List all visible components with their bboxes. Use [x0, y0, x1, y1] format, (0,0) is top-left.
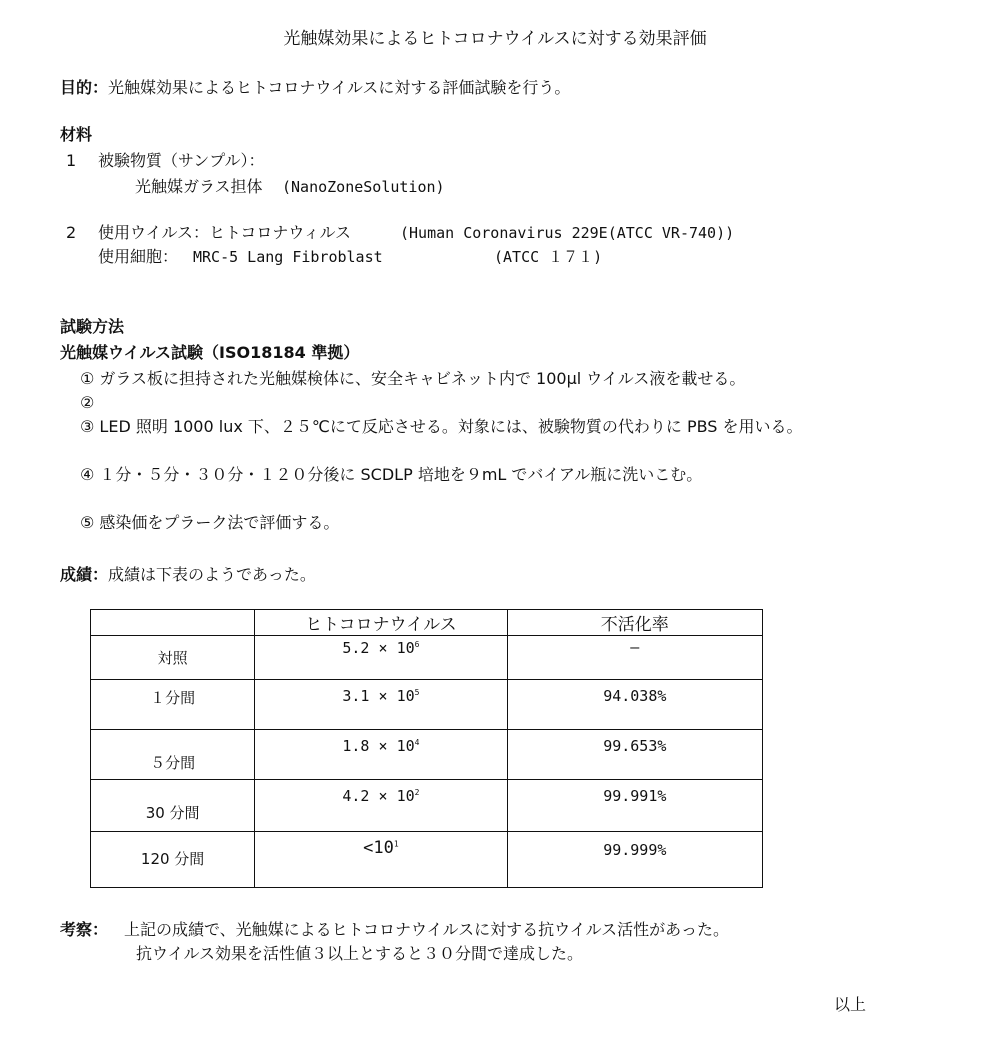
- titer-exponent: 4: [414, 738, 420, 747]
- method-step-3: ③ LED 照明 1000 lux 下、２５℃にて反応させる。対象には、被験物質の代わりに PBS を用いる。: [80, 417, 803, 436]
- method-subheading: 光触媒ウイルス試験（ISO18184 準拠）: [60, 343, 360, 362]
- inactivation-rate: 99.653%: [507, 730, 762, 780]
- table-header-inactivation: 不活化率: [507, 610, 762, 636]
- method-step-1: ① ガラス板に担持された光触媒検体に、安全キャビネット内で 100μl ウイルス液を載せる。: [80, 369, 746, 388]
- titer-exponent: 5: [414, 688, 420, 697]
- virus-titer: [255, 832, 507, 888]
- row-label: 30 分間: [91, 780, 255, 832]
- table-row: [91, 680, 763, 730]
- titer-base: 10: [396, 639, 415, 657]
- row-label: ５分間: [91, 730, 255, 780]
- virus-name-en: (Human Coronavirus 229E(ATCC VR-740)): [400, 224, 735, 242]
- inactivation-rate: 94.038%: [507, 680, 762, 730]
- virus-titer: [255, 680, 507, 730]
- table-row: [91, 636, 763, 680]
- titer-mantissa: 3.1 ×: [342, 687, 388, 705]
- method-step-4: ④ １分・５分・３０分・１２０分後に SCDLP 培地を９mL でバイアル瓶に洗いこむ。: [80, 465, 703, 484]
- results-label: 成績：: [60, 565, 109, 584]
- table-row: [91, 832, 763, 888]
- titer-mantissa: 5.2 ×: [342, 639, 388, 657]
- table-header-row: [91, 610, 763, 636]
- closing-mark: 以上: [834, 995, 867, 1014]
- materials-item2-number: 2: [66, 223, 77, 242]
- virus-label: 使用ウイルス：ヒトコロナウィルス: [98, 223, 351, 242]
- inactivation-rate: 99.991%: [507, 780, 762, 832]
- page-title: 光触媒効果によるヒトコロナウイルスに対する効果評価: [283, 29, 707, 49]
- sample-name: 光触媒ガラス担体: [135, 177, 263, 196]
- discussion-line-2: 抗ウイルス効果を活性値３以上とすると３０分間で達成した。: [136, 944, 584, 963]
- cell-name-en: MRC-5 Lang Fibroblast: [193, 248, 383, 266]
- inactivation-rate: 99.999%: [507, 832, 762, 888]
- sample-name-en: (NanoZoneSolution): [282, 178, 445, 196]
- table-row: [91, 780, 763, 832]
- titer-base: 10: [396, 787, 415, 805]
- row-label: 120 分間: [91, 832, 255, 888]
- inactivation-rate: —: [507, 636, 762, 680]
- method-step-2: ②: [80, 393, 95, 412]
- titer-mantissa: <10: [363, 838, 394, 858]
- titer-exponent: 6: [414, 640, 420, 649]
- virus-titer: [255, 780, 507, 832]
- purpose-label: 目的：: [60, 78, 109, 97]
- row-label: １分間: [91, 680, 255, 730]
- results-text: 成績は下表のようであった。: [108, 565, 316, 584]
- method-step-5: ⑤ 感染価をプラーク法で評価する。: [80, 513, 340, 532]
- materials-heading: 材料: [60, 125, 93, 144]
- titer-mantissa: 1.8 ×: [342, 737, 388, 755]
- virus-titer: [255, 730, 507, 780]
- table-header-blank: [91, 610, 255, 636]
- cell-label: 使用細胞：: [98, 247, 179, 266]
- virus-titer: [255, 636, 507, 680]
- results-table: [90, 609, 763, 888]
- row-label: 対照: [91, 636, 255, 680]
- materials-item1-number: 1: [66, 151, 77, 170]
- table-row: [91, 730, 763, 780]
- titer-mantissa: 4.2 ×: [342, 787, 388, 805]
- titer-base: 10: [396, 737, 415, 755]
- materials-item1-label: 被験物質（サンプル）：: [98, 151, 265, 170]
- titer-exponent: 2: [414, 788, 420, 797]
- method-heading: 試験方法: [60, 317, 125, 336]
- table-header-virus: ヒトコロナウイルス: [255, 610, 507, 636]
- discussion-label: 考察：: [60, 920, 109, 939]
- titer-base: 10: [396, 687, 415, 705]
- discussion-line-1: 上記の成績で、光触媒によるヒトコロナウイルスに対する抗ウイルス活性があった。: [124, 920, 729, 939]
- titer-exponent: 1: [393, 839, 399, 849]
- purpose-text: 光触媒効果によるヒトコロナウイルスに対する評価試験を行う。: [108, 78, 571, 97]
- cell-atcc: (ATCC １７１): [494, 248, 603, 266]
